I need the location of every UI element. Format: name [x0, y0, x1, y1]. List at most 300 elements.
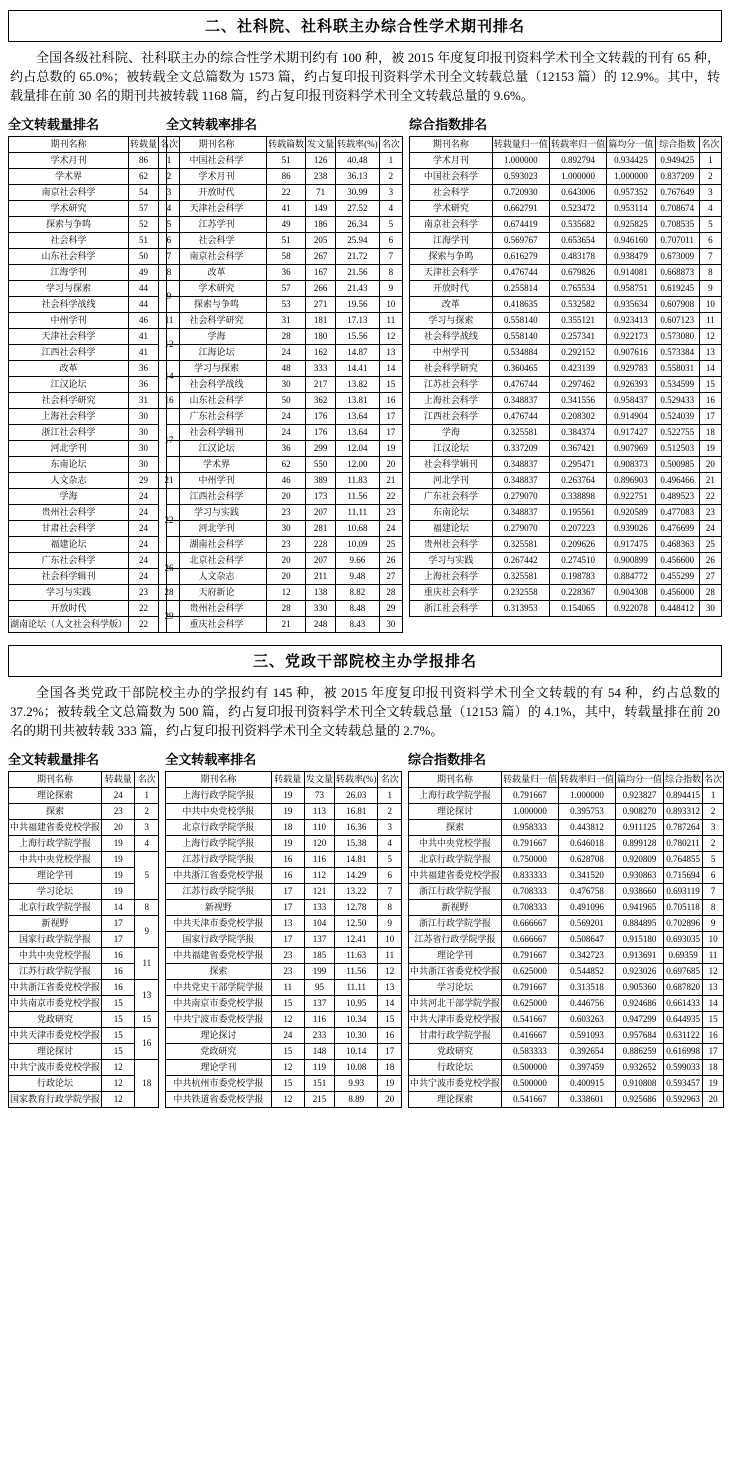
value-cell: 51 [129, 233, 159, 249]
value-cell: 26.03 [334, 788, 378, 804]
rank-cell: 8 [159, 265, 180, 281]
value-cell: 0.924686 [616, 996, 664, 1012]
rank-cell: 12 [159, 329, 180, 361]
value-cell: 0.791667 [502, 948, 559, 964]
value-cell: 0.896903 [607, 473, 655, 489]
value-cell: 0.274510 [549, 553, 606, 569]
value-cell: 11 [699, 313, 721, 329]
table-row [409, 820, 724, 836]
value-cell: 15 [379, 377, 403, 393]
value-cell: 54 [129, 185, 159, 201]
journal-name-cell: 南京社会科学 [410, 217, 492, 233]
journal-name-cell: 江海学刊 [9, 265, 129, 281]
journal-name-cell: 中共福建省委党校学报 [409, 868, 502, 884]
table-row [167, 521, 403, 537]
value-cell: 46 [267, 473, 306, 489]
journal-name-cell: 理论探讨 [9, 1044, 102, 1060]
value-cell: 0.939026 [607, 521, 655, 537]
column-header: 期刊名称 [9, 137, 129, 153]
value-cell: 23 [271, 964, 304, 980]
value-cell: 362 [306, 393, 336, 409]
value-cell: 28 [379, 585, 403, 601]
table-row [409, 1060, 724, 1076]
value-cell: 15 [271, 1044, 304, 1060]
journal-name-cell: 重庆社会科学 [410, 585, 492, 601]
value-cell: 0.500000 [502, 1060, 559, 1076]
table-row [167, 185, 403, 201]
column-header: 转载篇数 [267, 137, 306, 153]
value-cell: 20 [267, 569, 306, 585]
value-cell: 186 [306, 217, 336, 233]
value-cell: 30 [129, 441, 159, 457]
value-cell: 0.920809 [616, 852, 664, 868]
table-row [9, 900, 159, 916]
rank-table-1-1 [8, 136, 180, 633]
value-cell: 120 [304, 836, 334, 852]
table-row [410, 313, 722, 329]
journal-name-cell: 北京行政学院学报 [9, 900, 102, 916]
value-cell: 24 [129, 553, 159, 569]
value-cell: 30 [267, 521, 306, 537]
value-cell: 0.957352 [607, 185, 655, 201]
value-cell: 0.348837 [492, 457, 549, 473]
journal-name-cell: 理论学刊 [409, 948, 502, 964]
section-heading-1: 二、社科院、社科联主办综合性学术期刊排名 [8, 10, 722, 42]
value-cell: 0.910808 [616, 1076, 664, 1092]
value-cell: 248 [306, 617, 336, 633]
journal-name-cell: 理论探讨 [166, 1028, 271, 1044]
journal-name-cell: 学习与实践 [9, 585, 129, 601]
journal-name-cell: 人文杂志 [9, 473, 129, 489]
journal-name-cell: 中共浙江省委党校学报 [9, 980, 102, 996]
value-cell: 0.661433 [664, 996, 703, 1012]
value-cell: 4 [378, 836, 402, 852]
value-cell: 0.446756 [559, 996, 616, 1012]
value-cell: 25 [379, 537, 403, 553]
value-cell: 41 [129, 329, 159, 345]
value-cell: 0.653654 [549, 233, 606, 249]
table-row [167, 217, 403, 233]
value-cell: 15 [271, 996, 304, 1012]
value-cell: 25 [699, 537, 721, 553]
journal-name-cell: 学习论坛 [409, 980, 502, 996]
table-row [166, 964, 402, 980]
journal-name-cell: 浙江社会科学 [410, 601, 492, 617]
journal-name-cell: 天津社会科学 [9, 329, 129, 345]
value-cell: 16.36 [334, 820, 378, 836]
value-cell: 16 [703, 1028, 724, 1044]
value-cell: 58 [267, 249, 306, 265]
value-cell: 0.833333 [502, 868, 559, 884]
journal-name-cell: 重庆社会科学 [167, 617, 267, 633]
table-row [9, 249, 180, 265]
value-cell: 49 [129, 265, 159, 281]
table-row [410, 537, 722, 553]
journal-name-cell: 中共天津市委党校学报 [9, 1028, 102, 1044]
value-cell: 50 [129, 249, 159, 265]
value-cell: 16 [102, 980, 135, 996]
value-cell: 19 [378, 1076, 402, 1092]
value-cell: 31 [267, 313, 306, 329]
journal-name-cell: 改革 [167, 265, 267, 281]
journal-name-cell: 社会科学 [167, 233, 267, 249]
value-cell: 0.541667 [502, 1092, 559, 1108]
journal-name-cell: 江西社会科学 [410, 409, 492, 425]
journal-name-cell: 上海行政学院学报 [409, 788, 502, 804]
value-cell: 29 [379, 601, 403, 617]
value-cell: 0.544852 [559, 964, 616, 980]
value-cell: 0.532582 [549, 297, 606, 313]
table-row [9, 948, 159, 964]
value-cell: 0.935634 [607, 297, 655, 313]
table-row [410, 329, 722, 345]
value-cell: 0.522755 [655, 425, 699, 441]
journal-name-cell: 中共福建省委党校学报 [166, 948, 271, 964]
table-row [410, 217, 722, 233]
value-cell: 24 [129, 505, 159, 521]
value-cell: 0.392654 [559, 1044, 616, 1060]
value-cell: 1.000000 [502, 804, 559, 820]
column-header: 转载量归一值 [502, 772, 559, 788]
table-row [410, 473, 722, 489]
value-cell: 0.195561 [549, 505, 606, 521]
value-cell: 0.257341 [549, 329, 606, 345]
value-cell: 0.292152 [549, 345, 606, 361]
value-cell: 267 [306, 249, 336, 265]
table-row [167, 329, 403, 345]
value-cell: 1.000000 [607, 169, 655, 185]
value-cell: 12 [703, 964, 724, 980]
journal-name-cell: 新视野 [166, 900, 271, 916]
journal-name-cell: 浙江行政学院学报 [409, 884, 502, 900]
rank-cell: 2 [135, 804, 159, 820]
value-cell: 0.908373 [607, 457, 655, 473]
block-title: 全文转载量排名 [8, 752, 100, 767]
rank-cell: 2 [159, 169, 180, 185]
value-cell: 24 [699, 521, 721, 537]
value-cell: 0.207223 [549, 521, 606, 537]
value-cell: 12 [378, 964, 402, 980]
value-cell: 44 [129, 297, 159, 313]
value-cell: 11.11 [336, 505, 380, 521]
value-cell: 167 [306, 265, 336, 281]
value-cell: 0.477083 [655, 505, 699, 521]
value-cell: 0.930863 [616, 868, 664, 884]
journal-name-cell: 南京社会科学 [167, 249, 267, 265]
journal-name-cell: 行政论坛 [9, 1076, 102, 1092]
table-row [9, 1060, 159, 1076]
value-cell: 0.908270 [616, 804, 664, 820]
value-cell: 4 [379, 201, 403, 217]
value-cell: 8 [703, 900, 724, 916]
journal-name-cell: 河北学刊 [410, 473, 492, 489]
table-row [9, 569, 180, 585]
journal-name-cell: 社会科学辑刊 [9, 569, 129, 585]
value-cell: 9.48 [336, 569, 380, 585]
table-row [9, 409, 180, 425]
value-cell: 86 [129, 153, 159, 169]
value-cell: 22 [267, 185, 306, 201]
value-cell: 16 [378, 1028, 402, 1044]
column-header: 综合指数 [664, 772, 703, 788]
journal-name-cell: 天津社会科学 [410, 265, 492, 281]
value-cell: 0.338898 [549, 489, 606, 505]
journal-name-cell: 学术月刊 [410, 153, 492, 169]
value-cell: 0.607908 [655, 297, 699, 313]
value-cell: 0.920589 [607, 505, 655, 521]
column-header: 篇均分一值 [616, 772, 664, 788]
table-row [167, 169, 403, 185]
value-cell: 104 [304, 916, 334, 932]
journal-name-cell: 理论探索 [409, 1092, 502, 1108]
value-cell: 1.000000 [549, 169, 606, 185]
value-cell: 11.11 [334, 980, 378, 996]
value-cell: 24 [271, 1028, 304, 1044]
value-cell: 0.616998 [664, 1044, 703, 1060]
value-cell: 27.52 [336, 201, 380, 217]
value-cell: 0.338601 [559, 1092, 616, 1108]
value-cell: 0.925825 [607, 217, 655, 233]
value-cell: 0.925686 [616, 1092, 664, 1108]
value-cell: 14.87 [336, 345, 380, 361]
journal-name-cell: 福建论坛 [9, 537, 129, 553]
table-row [9, 537, 180, 553]
journal-name-cell: 探索 [166, 964, 271, 980]
block-2-1 [8, 747, 159, 1108]
value-cell: 0.911125 [616, 820, 664, 836]
value-cell: 0.342723 [559, 948, 616, 964]
value-cell: 0.607123 [655, 313, 699, 329]
value-cell: 0.592963 [664, 1092, 703, 1108]
journal-name-cell: 上海行政学院学报 [9, 836, 102, 852]
table-row [409, 948, 724, 964]
journal-name-cell: 学术研究 [167, 281, 267, 297]
column-header: 期刊名称 [167, 137, 267, 153]
value-cell: 0.599033 [664, 1060, 703, 1076]
table-row [166, 884, 402, 900]
value-cell: 0.500985 [655, 457, 699, 473]
value-cell: 15.38 [334, 836, 378, 852]
column-header: 期刊名称 [409, 772, 502, 788]
journal-name-cell: 学术研究 [410, 201, 492, 217]
value-cell: 0.791667 [502, 836, 559, 852]
table-row [9, 521, 180, 537]
table-row [9, 281, 180, 297]
block-title: 综合指数排名 [408, 752, 487, 767]
value-cell: 13 [699, 345, 721, 361]
value-cell: 0.926393 [607, 377, 655, 393]
journal-name-cell: 新视野 [409, 900, 502, 916]
value-cell: 0.673009 [655, 249, 699, 265]
table-row [409, 916, 724, 932]
value-cell: 0.535682 [549, 217, 606, 233]
value-cell: 0.720930 [492, 185, 549, 201]
value-cell: 13 [703, 980, 724, 996]
table-row [167, 393, 403, 409]
value-cell: 30 [267, 377, 306, 393]
value-cell: 0.573080 [655, 329, 699, 345]
value-cell: 53 [267, 297, 306, 313]
journal-name-cell: 江海学刊 [410, 233, 492, 249]
journal-name-cell: 江汉论坛 [410, 441, 492, 457]
column-header: 篇均分一值 [607, 137, 655, 153]
value-cell: 0.687820 [664, 980, 703, 996]
value-cell: 24 [129, 569, 159, 585]
table-row [409, 788, 724, 804]
value-cell: 20 [102, 820, 135, 836]
value-cell: 0.534599 [655, 377, 699, 393]
value-cell: 0.787264 [664, 820, 703, 836]
table-row [409, 884, 724, 900]
journal-name-cell: 中共中央党校学报 [166, 804, 271, 820]
value-cell: 11 [379, 313, 403, 329]
table-row [9, 393, 180, 409]
value-cell: 0.476744 [492, 409, 549, 425]
rank-cell: 18 [135, 1060, 159, 1108]
journal-name-cell: 社会科学辑刊 [167, 425, 267, 441]
value-cell: 48 [267, 361, 306, 377]
value-cell: 22 [129, 617, 159, 633]
value-cell: 0.423139 [549, 361, 606, 377]
value-cell: 0.337209 [492, 441, 549, 457]
value-cell: 0.949425 [655, 153, 699, 169]
value-cell: 12.00 [336, 457, 380, 473]
journal-name-cell: 国家教育行政学院学报 [9, 1092, 102, 1108]
value-cell: 0.765534 [549, 281, 606, 297]
value-cell: 30 [699, 601, 721, 617]
value-cell: 17 [379, 425, 403, 441]
value-cell: 0.780211 [664, 836, 703, 852]
value-cell: 0.922751 [607, 489, 655, 505]
journal-name-cell: 改革 [9, 361, 129, 377]
journal-name-cell: 浙江社会科学 [9, 425, 129, 441]
value-cell: 21 [379, 473, 403, 489]
value-cell: 12 [699, 329, 721, 345]
value-cell: 17 [271, 900, 304, 916]
value-cell: 119 [304, 1060, 334, 1076]
column-header: 名次 [703, 772, 724, 788]
value-cell: 17 [271, 884, 304, 900]
journal-name-cell: 上海社会科学 [410, 393, 492, 409]
journal-name-cell: 社会科学 [9, 233, 129, 249]
journal-name-cell: 党政研究 [409, 1044, 502, 1060]
value-cell: 17 [378, 1044, 402, 1060]
value-cell: 0.476758 [559, 884, 616, 900]
value-cell: 30 [129, 425, 159, 441]
value-cell: 19 [102, 836, 135, 852]
journal-name-cell: 新视野 [9, 916, 102, 932]
value-cell: 9.93 [334, 1076, 378, 1092]
value-cell: 11.63 [334, 948, 378, 964]
value-cell: 15 [102, 1044, 135, 1060]
journal-name-cell: 南京社会科学 [9, 185, 129, 201]
section-2-columns [8, 747, 722, 1108]
value-cell: 0.946160 [607, 233, 655, 249]
table-row [9, 377, 180, 393]
value-cell: 21.72 [336, 249, 380, 265]
value-cell: 28 [267, 329, 306, 345]
value-cell: 138 [306, 585, 336, 601]
journal-name-cell: 行政论坛 [409, 1060, 502, 1076]
value-cell: 86 [267, 169, 306, 185]
table-row [166, 1044, 402, 1060]
table-row [167, 313, 403, 329]
value-cell: 12.50 [334, 916, 378, 932]
table-row [166, 804, 402, 820]
table-row [410, 505, 722, 521]
block-title: 全文转载量排名 [8, 117, 100, 132]
value-cell: 13 [378, 980, 402, 996]
value-cell: 18 [271, 820, 304, 836]
value-cell: 116 [304, 852, 334, 868]
value-cell: 0.279070 [492, 521, 549, 537]
value-cell: 2 [379, 169, 403, 185]
value-cell: 24 [129, 521, 159, 537]
value-cell: 10.95 [334, 996, 378, 1012]
value-cell: 0.228367 [549, 585, 606, 601]
rank-cell: 5 [159, 217, 180, 233]
journal-name-cell: 社会科学战线 [9, 297, 129, 313]
table-row [9, 345, 180, 361]
value-cell: 26 [379, 553, 403, 569]
value-cell: 0.491096 [559, 900, 616, 916]
value-cell: 11.56 [336, 489, 380, 505]
value-cell: 30 [379, 617, 403, 633]
value-cell: 0.958333 [502, 820, 559, 836]
journal-name-cell: 理论探讨 [409, 804, 502, 820]
value-cell: 116 [304, 1012, 334, 1028]
journal-name-cell: 中共浙江省委党校学报 [166, 868, 271, 884]
journal-name-cell: 探索 [9, 804, 102, 820]
table-row [9, 265, 180, 281]
table-row [409, 932, 724, 948]
value-cell: 151 [304, 1076, 334, 1092]
table-row [409, 964, 724, 980]
rank-cell: 17 [159, 409, 180, 473]
value-cell: 14.81 [334, 852, 378, 868]
value-cell: 13.82 [336, 377, 380, 393]
journal-name-cell: 东南论坛 [410, 505, 492, 521]
value-cell: 0.400915 [559, 1076, 616, 1092]
value-cell: 23 [699, 505, 721, 521]
table-row [409, 996, 724, 1012]
table-header-row [166, 772, 402, 788]
table-row [167, 553, 403, 569]
rank-cell: 3 [159, 185, 180, 201]
value-cell: 0.923413 [607, 313, 655, 329]
column-header: 转载率(%) [336, 137, 380, 153]
value-cell: 0.483178 [549, 249, 606, 265]
journal-name-cell: 学习与实践 [410, 553, 492, 569]
journal-name-cell: 北京行政学院学报 [409, 852, 502, 868]
journal-name-cell: 上海社会科学 [410, 569, 492, 585]
value-cell: 5 [703, 852, 724, 868]
value-cell: 19 [379, 441, 403, 457]
table-row [9, 473, 180, 489]
value-cell: 5 [378, 852, 402, 868]
value-cell: 36 [267, 441, 306, 457]
table-row [9, 852, 159, 868]
journal-name-cell: 江汉论坛 [167, 441, 267, 457]
rank-table-1-3 [409, 136, 722, 617]
value-cell: 0.348837 [492, 393, 549, 409]
value-cell: 14.41 [336, 361, 380, 377]
value-cell: 0.679826 [549, 265, 606, 281]
value-cell: 0.523472 [549, 201, 606, 217]
journal-name-cell: 中共宁波市委党校学报 [9, 1060, 102, 1076]
value-cell: 550 [306, 457, 336, 473]
column-header: 转载量 [271, 772, 304, 788]
